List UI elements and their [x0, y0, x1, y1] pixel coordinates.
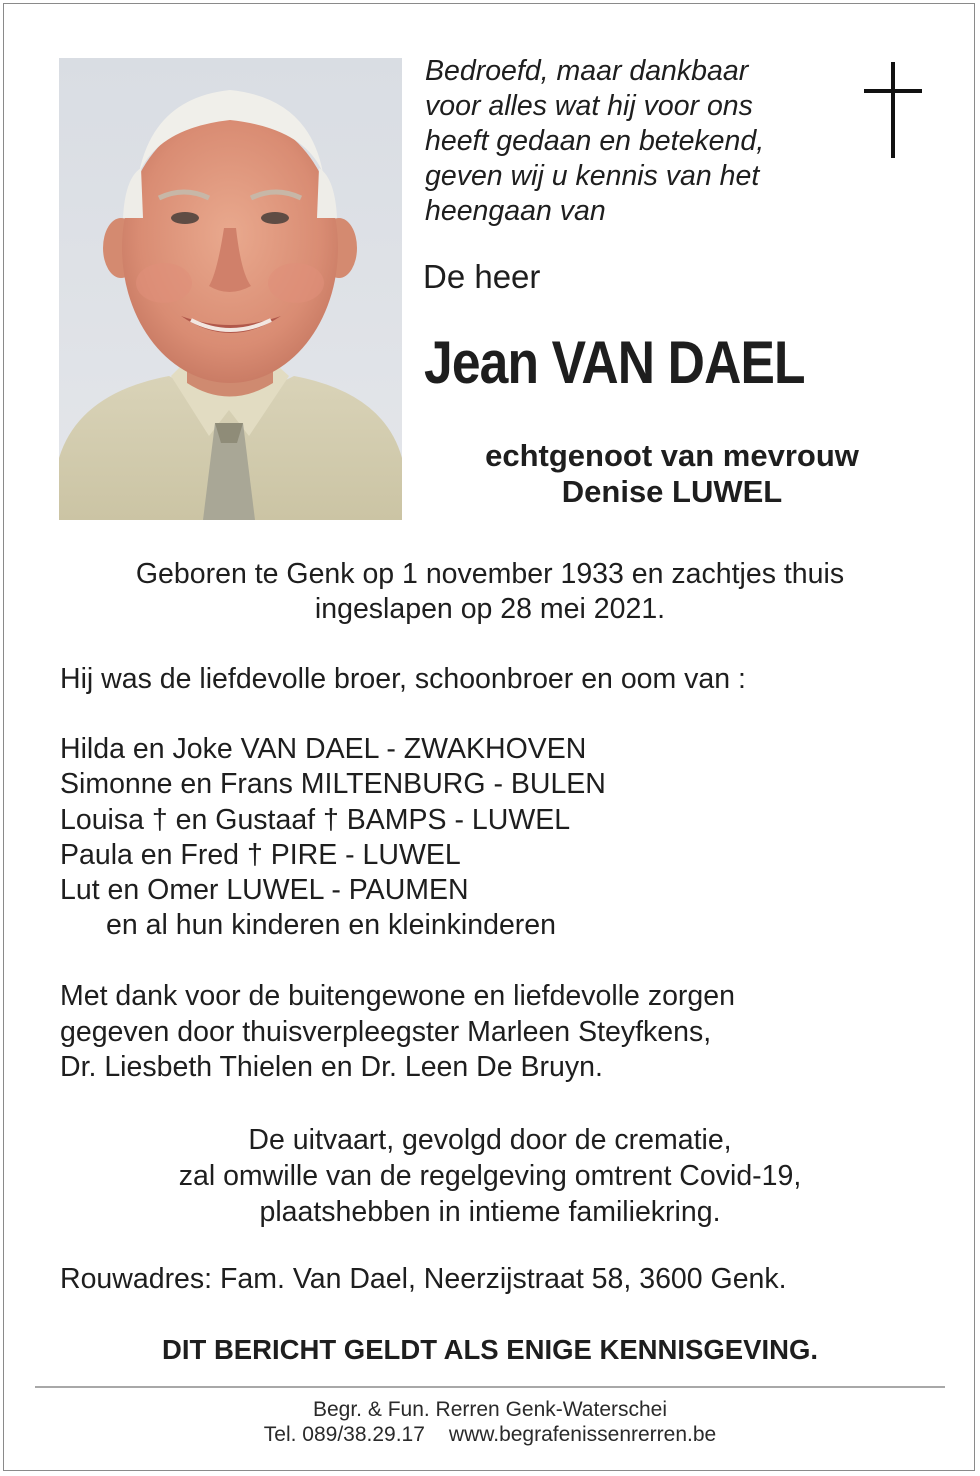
birth-line: Geboren te Genk op 1 november 1933 en zachtjes thuis — [135, 558, 845, 590]
death-line: ingeslapen op 28 mei 2021. — [314, 593, 666, 625]
thanks-line: Met dank voor de buitengewone en liefdevolle zorgen — [60, 980, 735, 1012]
salutation: De heer — [423, 258, 541, 295]
relation-intro: Hij was de liefdevolle broer, schoonbroer en oom van : — [60, 663, 746, 695]
website-link[interactable]: www.begrafenissenrerren.be — [448, 1423, 717, 1446]
official-notice: DIT BERICHT GELDT ALS ENIGE KENNISGEVING. — [162, 1334, 818, 1365]
undertaker-name: Begr. & Fun. Rerren Genk-Waterschei — [312, 1398, 668, 1421]
funeral-line: plaatshebben in intieme familiekring. — [259, 1196, 721, 1228]
intro-line: voor alles wat hij voor ons — [425, 90, 753, 122]
footer — [40, 1397, 940, 1447]
intro-text — [425, 54, 845, 229]
intro-line: geven wij u kennis van het — [425, 160, 760, 192]
phone-number: Tel. 089/38.29.17 — [263, 1423, 425, 1446]
family-item: Paula en Fred † PIRE - LUWEL — [60, 838, 461, 871]
spouse-line: echtgenoot van mevrouw — [485, 438, 859, 473]
intro-line: Bedroefd, maar dankbaar — [425, 55, 749, 87]
family-list — [60, 732, 606, 944]
spouse-name: Denise LUWEL — [561, 474, 783, 509]
funeral-block — [40, 1122, 940, 1230]
funeral-line: zal omwille van de regelgeving omtrent Covid-19, — [178, 1160, 802, 1192]
portrait-photo — [59, 58, 402, 520]
family-item: Louisa † en Gustaaf † BAMPS - LUWEL — [60, 803, 571, 836]
deceased-name: Jean VAN DAEL — [424, 329, 805, 396]
intro-line: heengaan van — [425, 195, 606, 227]
mourning-address: Rouwadres: Fam. Van Dael, Neerzijstraat 58, 3600 Genk. — [60, 1263, 787, 1295]
birth-death-block — [40, 557, 940, 627]
thanks-line: gegeven door thuisverpleegster Marleen Steyfkens, — [60, 1015, 712, 1048]
funeral-line: De uitvaart, gevolgd door de crematie, — [248, 1124, 732, 1156]
family-item: Hilda en Joke VAN DAEL - ZWAKHOVEN — [60, 733, 587, 765]
latin-cross-icon — [864, 62, 922, 158]
family-item: Simonne en Frans MILTENBURG - BULEN — [60, 768, 606, 801]
footer-divider — [35, 1386, 945, 1388]
family-closing: en al hun kinderen en kleinkinderen — [106, 909, 556, 942]
family-item: Lut en Omer LUWEL - PAUMEN — [60, 874, 469, 907]
thanks-line: Dr. Liesbeth Thielen en Dr. Leen De Bruyn. — [60, 1051, 603, 1083]
contact-line — [40, 1422, 940, 1447]
thanks-block — [60, 979, 735, 1086]
intro-line: heeft gedaan en betekend, — [425, 125, 765, 157]
spouse-block — [422, 438, 922, 510]
